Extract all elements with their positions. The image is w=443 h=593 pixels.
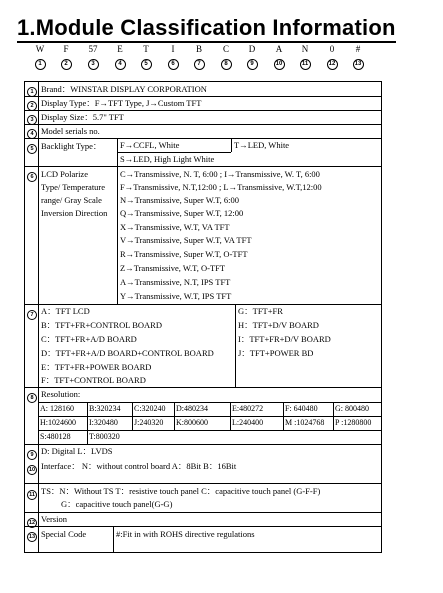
page-title: 1.Module Classification Information <box>17 15 396 43</box>
polarize-option: Y→Transmissive, W.T, IPS TFT <box>120 291 232 301</box>
polarize-label: range/ Gray Scale <box>41 195 102 205</box>
interface-text: Interface： N：without control board A：8Bit B：16Bit <box>41 461 237 471</box>
backlight-label: Backlight Type： <box>41 141 102 151</box>
resolution-cell: K:800600 <box>176 418 208 427</box>
resolution-cell: J:240320 <box>134 418 164 427</box>
board-option: C：TFT+FR+A/D BOARD <box>41 334 137 344</box>
code-letter: W <box>35 44 45 54</box>
polarize-option: C→Transmissive, N. T, 6:00 ; I→Transmissive, W. T, 6:00 <box>120 169 320 179</box>
resolution-cell: S:480128 <box>40 432 71 441</box>
polarize-option: Z→Transmissive, W.T, O-TFT <box>120 263 226 273</box>
code-letter: B <box>195 44 202 54</box>
board-option: A：TFT LCD <box>41 306 90 316</box>
special-code-label: Special Code <box>41 529 87 539</box>
polarize-option: A→Transmissive, N.T, IPS TFT <box>120 277 231 287</box>
code-number: 7 <box>194 59 205 70</box>
model-serials-text: Model serials no. <box>41 126 100 136</box>
polarize-option: Q→Transmissive, Super W.T, 12:00 <box>120 208 244 218</box>
board-option: F：TFT+CONTROL BOARD <box>41 375 146 385</box>
resolution-cell: A: 128160 <box>40 404 74 413</box>
code-number: 2 <box>61 59 72 70</box>
row-number: 3 <box>27 115 37 125</box>
code-number: 3 <box>88 59 99 70</box>
resolution-cell: D:480234 <box>176 404 208 413</box>
code-letter: T <box>143 44 149 54</box>
board-option: B：TFT+FR+CONTROL BOARD <box>41 320 162 330</box>
code-letter: C <box>222 44 229 54</box>
board-option: I：TFT+FR+D/V BOARD <box>238 334 331 344</box>
row-number: 8 <box>27 393 37 403</box>
row-number: 5 <box>27 144 37 154</box>
code-letter: F <box>63 44 69 54</box>
special-code-text: #:Fit in with ROHS directive regulations <box>116 529 255 539</box>
polarize-label: Inversion Direction <box>41 208 108 218</box>
code-letter: 57 <box>88 44 98 54</box>
resolution-cell: H:1024600 <box>40 418 76 427</box>
polarize-option: X→Transmissive, W.T, VA TFT <box>120 222 230 232</box>
row-number: 1 <box>27 87 37 97</box>
code-letter: # <box>355 44 361 54</box>
code-number: 10 <box>274 59 285 70</box>
backlight-option: T→LED, White <box>234 140 290 150</box>
resolution-cell: G: 800480 <box>335 404 369 413</box>
resolution-cell: E:480272 <box>232 404 264 413</box>
code-letters-row <box>35 42 370 56</box>
code-letter: N <box>301 44 309 54</box>
touch-panel-text: TS：N：Without TS T：resistive touch panel C：capacitive touch panel (G-F-F) <box>41 486 321 496</box>
code-letter: E <box>117 44 123 54</box>
code-letter: A <box>275 44 283 54</box>
row-number: 6 <box>27 172 37 182</box>
board-option: H：TFT+D/V BOARD <box>238 320 319 330</box>
code-number: 1 <box>35 59 46 70</box>
code-number: 8 <box>221 59 232 70</box>
code-number: 12 <box>327 59 338 70</box>
code-numbers-row <box>40 57 370 71</box>
code-letter: 0 <box>329 44 335 54</box>
polarize-label: LCD Polarize <box>41 169 88 179</box>
row-number: 12 <box>28 520 36 527</box>
row-number: 10 <box>28 467 36 474</box>
row-number: 11 <box>27 490 37 500</box>
resolution-cell: B:320234 <box>89 404 121 413</box>
backlight-option: F→CCFL, White <box>120 140 180 150</box>
code-number: 13 <box>353 59 364 70</box>
polarize-option: N→Transmissive, Super W.T, 6:00 <box>120 195 240 205</box>
classification-table <box>24 81 382 553</box>
row-number: 2 <box>27 101 37 111</box>
board-option: E：TFT+FR+POWER BOARD <box>41 362 152 372</box>
board-option: G：TFT+FR <box>238 306 283 316</box>
code-number: 5 <box>141 59 152 70</box>
polarize-label: Type/ Temperature <box>41 182 106 192</box>
row-number: 7 <box>27 310 37 320</box>
digital-text: D: Digital L：LVDS <box>41 446 113 456</box>
board-option: J：TFT+POWER BD <box>238 348 314 358</box>
touch-panel-text: G：capacitive touch panel(G-G) <box>61 499 173 509</box>
code-number: 4 <box>115 59 126 70</box>
resolution-cell: T:800320 <box>89 432 120 441</box>
resolution-cell: M :1024768 <box>285 418 325 427</box>
resolution-cell: P :1280800 <box>335 418 372 427</box>
version-text: Version <box>41 514 67 524</box>
code-number: 9 <box>247 59 258 70</box>
display-size-text: Display Size：5.7" TFT <box>41 112 124 122</box>
polarize-option: V→Transmissive, Super W.T, VA TFT <box>120 235 252 245</box>
row-number: 4 <box>27 129 37 139</box>
resolution-cell: L:240400 <box>232 418 264 427</box>
code-number: 6 <box>168 59 179 70</box>
display-type-text: Display Type：F→TFT Type, J→Custom TFT <box>41 98 202 108</box>
polarize-option: R→Transmissive, Super W.T, O-TFT <box>120 249 248 259</box>
board-option: D：TFT+FR+A/D BOARD+CONTROL BOARD <box>41 348 214 358</box>
resolution-cell: I:320480 <box>89 418 118 427</box>
row-number: 9 <box>27 450 37 460</box>
resolution-label: Resolution: <box>41 389 81 399</box>
row-number: 13 <box>28 534 36 541</box>
resolution-cell: C:320240 <box>134 404 166 413</box>
code-letter: D <box>248 44 256 54</box>
code-letter: I <box>171 44 175 54</box>
polarize-option: F→Transmissive, N.T,12:00 ; L→Transmissive, W.T,12:00 <box>120 182 322 192</box>
backlight-option: S→LED, High Light White <box>120 154 215 164</box>
resolution-cell: F: 640480 <box>285 404 318 413</box>
code-number: 11 <box>300 59 311 70</box>
brand-text: Brand：WINSTAR DISPLAY CORPORATION <box>41 84 207 94</box>
